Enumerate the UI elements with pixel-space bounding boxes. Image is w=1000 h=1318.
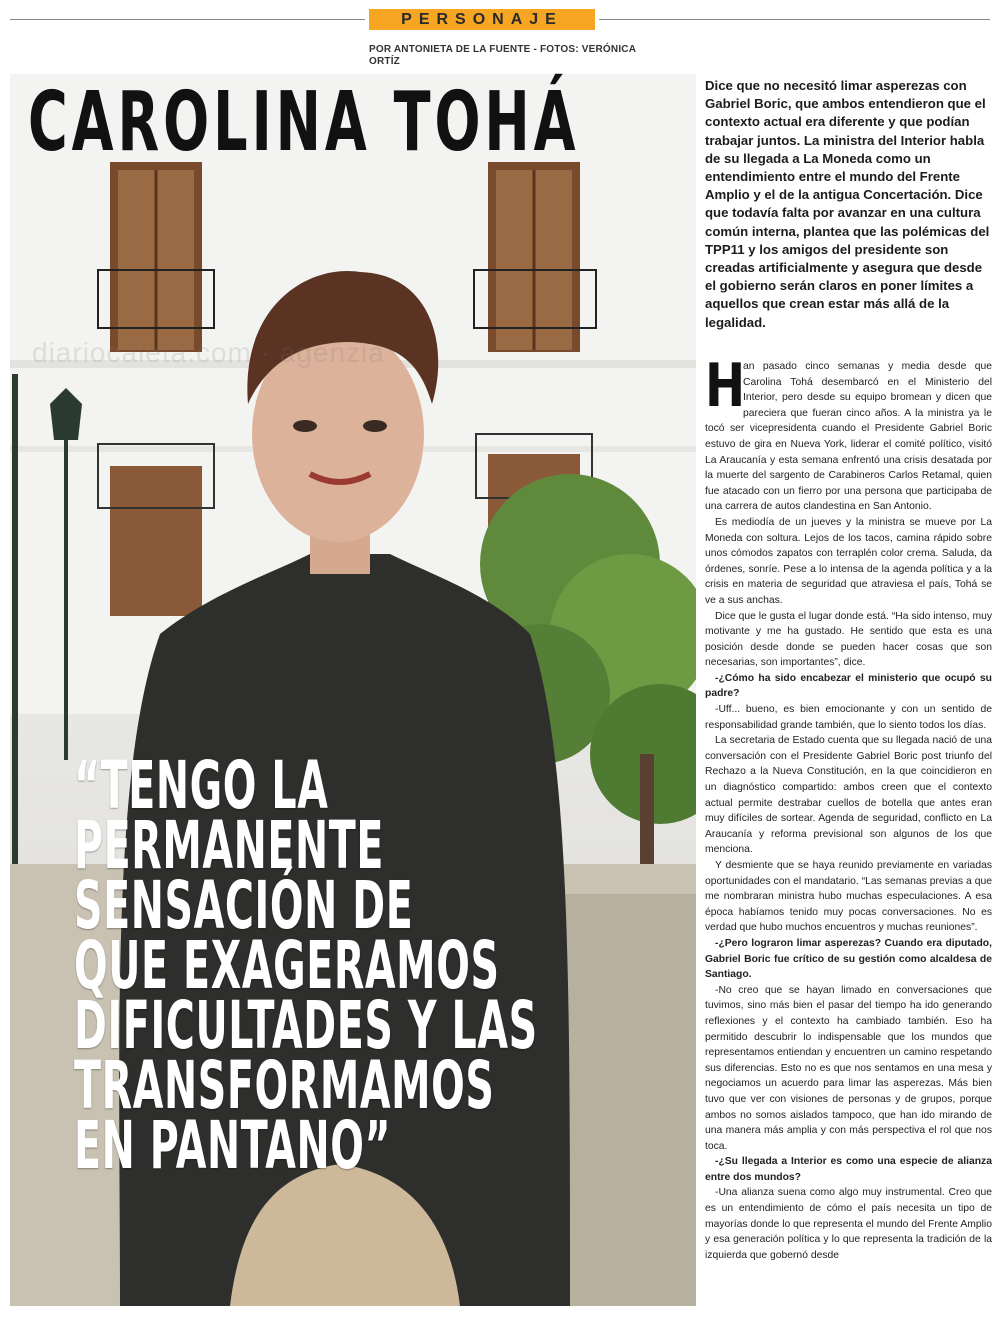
header-rule-left [10, 19, 365, 20]
article-body [705, 351, 992, 1263]
watermark: diariocaleta.com · agenzia [32, 337, 385, 368]
lede: Dice que no necesitó limar asperezas con Gabriel Boric, que ambos entendieron que el contexto actual era diferente y que podían trabajar juntos. La ministra del Interior habla de su llegada a La Moneda como un entendimiento entre el mundo del Frente Amplio y el de la antigua Concertación. Dice que todavía falta por avanzar en una cultura común interna, plantea que las polémicas del TPP11 y los amigos del presidente son creadas artificialmente y asegura que desde el gobierno serán claros en poner límites a aquellos que crean estar más allá de la legalidad. [705, 78, 990, 330]
byline: POR ANTONIETA DE LA FUENTE - FOTOS: VERÓNICA ORTÍZ [369, 44, 636, 67]
paragraph-intro [705, 351, 992, 515]
header-rule-right [599, 19, 990, 20]
drop-cap: H [705, 351, 746, 421]
pull-quote: “TENGO LA PERMANENTE SENSACIÓN DE QUE EXAGERAMOS DIFICULTADES Y LAS TRANSFORMAMOS EN PANTANO” [74, 747, 538, 1184]
interview-answer: -Uff... bueno, es bien emocionante y con un sentido de responsabilidad grande también, que lo siento todos los días. [705, 704, 992, 731]
paragraph-intro-text: an pasado cinco semanas y media desde que Carolina Tohá desembarcó en el Ministerio del Interior, pero desde su equipo bromean y dicen que pareciera que fueran cinco años. A la ministra ya le tocó ser vicepresidenta cuando el Presidente Gabriel Boric estuvo de gira en Nueva York, liderar el comité político, visitó La Araucanía y esta semana enfrentó una crisis desatada por la muerte del sargento de Carabineros Carlos Retamal, quien fue atacado con un fierro por una persona que participaba de una carrera de autos clandestina en San Antonio. [705, 361, 992, 513]
interview-question: -¿Cómo ha sido encabezar el ministerio que ocupó su padre? [705, 672, 992, 700]
headline: CAROLINA TOHÁ [28, 75, 580, 170]
section-label: PERSONAJE [369, 9, 595, 30]
interview-question: -¿Pero lograron limar asperezas? Cuando era diputado, Gabriel Boric fue crítico de su gestión como alcaldesa de Santiago. [705, 937, 992, 981]
interview-answer: -No creo que se hayan limado en conversaciones que tuvimos, sino más bien el pasar del tiempo ha ido generando reflexiones y el contexto ha cambiado también. Eso ha permitido descubrir lo indispensable que los mundos que representamos entiendan y encuentren un camino respetando sus diferencias. Esto no es que nos sentamos en una mesa y negociamos un acuerdo para limar las asperezas. Más bien tuvo que ver con visiones de personas y de grupos, porque ambos no somos aislados tampoco, que han ido mirando de una manera más amplia y con más perspectiva el rol que nos toca. [705, 984, 992, 1152]
paragraph: La secretaria de Estado cuenta que su llegada nació de una conversación con el Presidente Gabriel Boric post triunfo del Rechazo a la Nueva Constitución, en la que coincidieron en un diagnóstico compartido: ambos creen que el contexto actual permite destrabar cuellos de botella que antes eran muy difíciles de sortear. Agenda de seguridad, conflicto en La Araucanía y reforma previsional son algunos de los que menciona. [705, 735, 992, 856]
paragraph: Dice que le gusta el lugar donde está. “Ha sido intenso, muy motivante y me ha gustado. He sentido que esta es una posición desde donde se pueden hacer cosas que son necesarias, son importantes”, dice. [705, 610, 992, 669]
interview-question: -¿Su llegada a Interior es como una especie de alianza entre dos mundos? [705, 1156, 992, 1183]
paragraph: Y desmiente que se haya reunido previamente en variadas oportunidades con el mandatario. “Las semanas previas a que me nombraran ministra hubo muchas especulaciones. A esa época habíamos tenido muy pocas conversaciones. No es verdad que hubo muchos encuentros y muchas reuniones”. [705, 860, 992, 934]
paragraph: Es mediodía de un jueves y la ministra se mueve por La Moneda con soltura. Lejos de los tacos, camina rápido sobre unos cómodos zapatos con terraplén color crema. Saluda, da órdenes, sonríe. Pese a lo intensa de la agenda política y a la crisis en materia de seguridad que atraviesa el país, Tohá se ve a sus anchas. [705, 516, 992, 606]
interview-answer: -Una alianza suena como algo muy instrumental. Creo que es un entendimiento de cómo el país necesita un tipo de mayorías donde lo que representa el mundo del Frente Amplio y esa generación política y lo que representa la tradición de la izquierda que gobernó desde [705, 1187, 992, 1261]
